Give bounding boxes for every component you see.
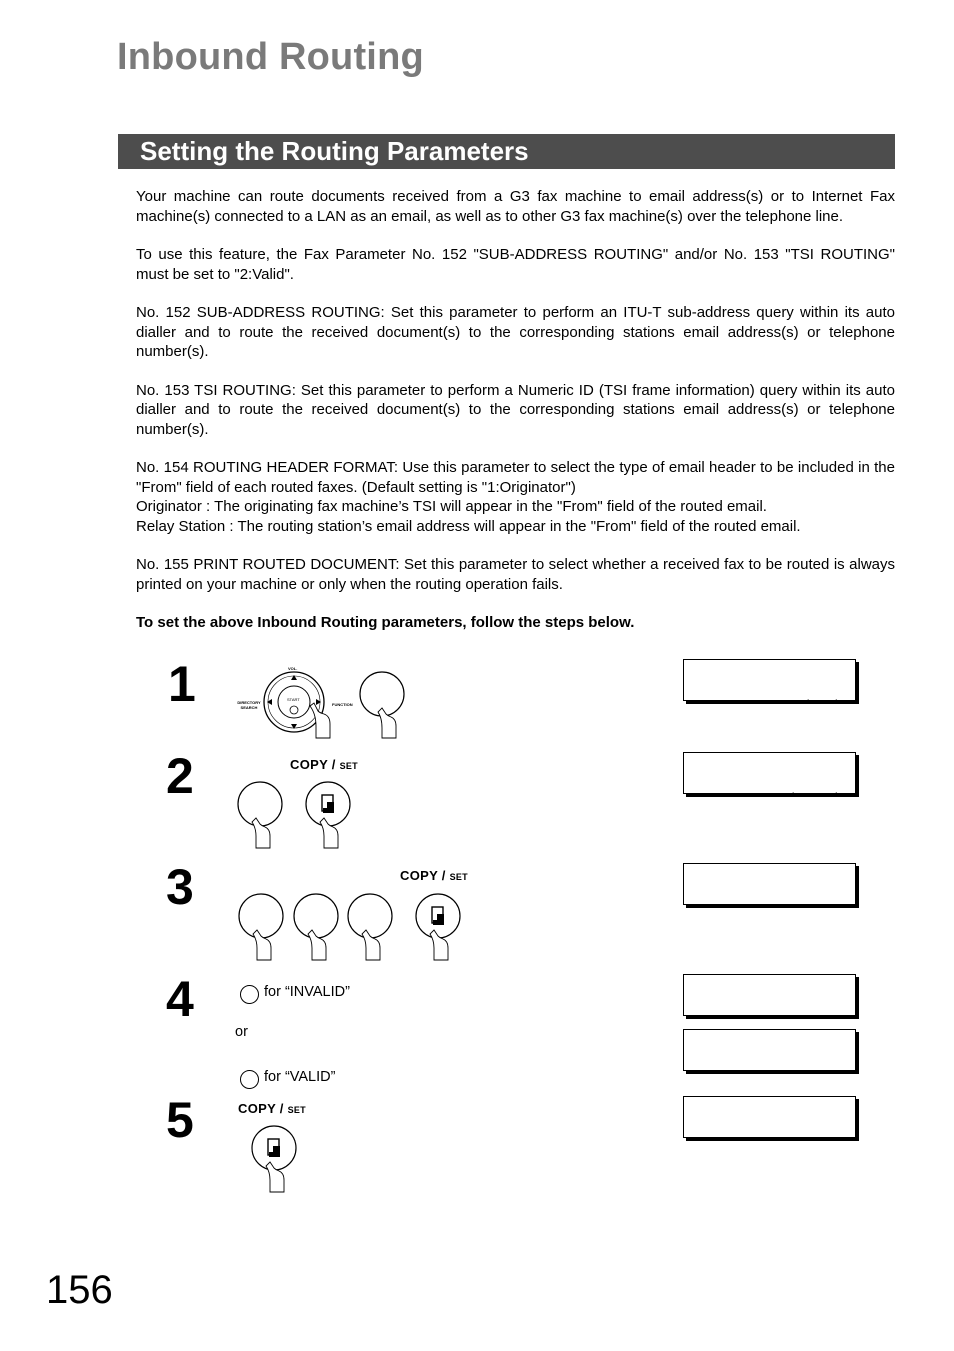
paragraph-param-154: No. 154 ROUTING HEADER FORMAT: Use this parameter to select the type of email header to be included in the "From" field of each routed faxes. (Default setting is "1:Originator") xyxy=(136,459,895,496)
invalid-option-label: for “INVALID” xyxy=(264,984,350,1000)
set-key-icon xyxy=(304,780,356,850)
lcd-display-step4-invalid xyxy=(683,974,856,1016)
keypad-button[interactable] xyxy=(292,892,344,962)
page-number: 156 xyxy=(46,1268,113,1312)
set-label: SET xyxy=(339,761,358,771)
step-number-4: 4 xyxy=(166,971,194,1027)
keypad-button[interactable] xyxy=(236,780,288,850)
lcd-line-1 xyxy=(691,1134,855,1138)
paragraph-param-155: No. 155 PRINT ROUTED DOCUMENT: Set this parameter to select whether a received fax to be routed is always printed on your machine or only when the routing operation fails. xyxy=(136,556,895,593)
lcd-display-step4-valid xyxy=(683,1029,856,1071)
press-key-icon xyxy=(237,892,289,962)
set-label: SET xyxy=(287,1105,306,1115)
lcd-display-step1 xyxy=(683,659,856,701)
invalid-key-button[interactable] xyxy=(240,985,259,1004)
set-button[interactable] xyxy=(304,780,356,850)
step-number-1: 1 xyxy=(168,656,196,712)
paragraph-requirement: To use this feature, the Fax Parameter No. 152 "SUB-ADDRESS ROUTING" and/or No. 153 "TSI ROUTING" must be set to "2:Valid". xyxy=(136,246,895,283)
valid-key-button[interactable] xyxy=(240,1070,259,1089)
paragraph-relay-station: Relay Station : The routing station’s email address will appear in the "From" field of the routed email. xyxy=(136,517,801,535)
copy-label: COPY / xyxy=(400,868,446,883)
function-button[interactable] xyxy=(360,672,406,742)
set-button[interactable] xyxy=(250,1124,302,1194)
press-key-icon xyxy=(346,892,398,962)
step-number-5: 5 xyxy=(166,1092,194,1148)
lcd-line-1 xyxy=(691,1067,855,1071)
directory-search-label: DIRECTORY SEARCH xyxy=(237,700,261,710)
lcd-line-1 xyxy=(691,1012,855,1016)
set-button[interactable] xyxy=(414,892,466,962)
lcd-line-1 xyxy=(691,790,855,794)
paragraph-overview: Your machine can route documents received from a G3 fax machine to email address(s) or to Internet Fax machine(s) connected to a LAN as an email, as well as to other G3 fax machine(s) over the telephone line. xyxy=(136,188,895,225)
set-key-icon xyxy=(414,892,466,962)
step-number-3: 3 xyxy=(166,859,194,915)
keypad-button[interactable] xyxy=(237,892,289,962)
copy-label: COPY / xyxy=(290,757,336,772)
paragraph-param-153: No. 153 TSI ROUTING: Set this parameter to perform a Numeric ID (TSI frame information) query within its auto dialler and to route the received document(s) to the corresponding stations email address(s) or telephone number(s). xyxy=(136,381,895,438)
function-label: FUNCTION xyxy=(332,702,353,707)
press-key-icon xyxy=(292,892,344,962)
paragraph-originator: Originator : The originating fax machine’s TSI will appear in the "From" field of the routed email. xyxy=(136,498,767,515)
press-key-icon xyxy=(236,780,288,850)
copy-set-label xyxy=(238,1101,306,1116)
keypad-button[interactable] xyxy=(346,892,398,962)
vol-label: VOL. xyxy=(288,666,298,671)
start-label: START xyxy=(287,697,300,702)
lcd-display-step3 xyxy=(683,863,856,905)
paragraph-instructions: To set the above Inbound Routing parameters, follow the steps below. xyxy=(136,614,635,631)
step-number-2: 2 xyxy=(166,748,194,804)
section-title: Setting the Routing Parameters xyxy=(140,136,529,166)
or-label: or xyxy=(235,1024,248,1040)
start-button[interactable] xyxy=(283,690,343,740)
copy-set-label xyxy=(290,757,358,772)
lcd-display-step2 xyxy=(683,752,856,794)
lcd-display-step5 xyxy=(683,1096,856,1138)
intro-text xyxy=(136,187,895,652)
page-title: Inbound Routing xyxy=(117,36,424,78)
lcd-line-1 xyxy=(691,901,855,905)
paragraph-param-152: No. 152 SUB-ADDRESS ROUTING: Set this parameter to perform an ITU-T sub-address query within its auto dialler and to route the received document(s) to the corresponding stations email address(s) or telephone number(s). xyxy=(136,304,895,360)
lcd-line-1 xyxy=(691,697,855,701)
set-label: SET xyxy=(449,872,468,882)
copy-label: COPY / xyxy=(238,1101,284,1116)
copy-set-label xyxy=(400,868,468,883)
set-key-icon xyxy=(250,1124,302,1194)
valid-option-label: for “VALID” xyxy=(264,1069,336,1085)
